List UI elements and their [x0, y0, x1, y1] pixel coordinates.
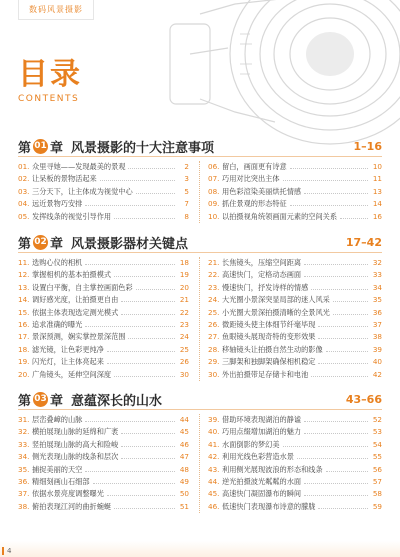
entry-page: 25: [179, 344, 189, 354]
entry-page: 5: [184, 186, 189, 196]
entry-leader-dots: [304, 258, 368, 265]
toc-entry[interactable]: [208, 356, 382, 368]
toc-entry[interactable]: [208, 426, 382, 438]
entry-number: 16.: [18, 319, 30, 329]
chapter-number-badge: 02: [33, 235, 48, 250]
entry-column-right: [200, 257, 382, 381]
footer-bar: [0, 541, 400, 557]
entry-leader-dots: [333, 295, 368, 302]
entry-leader-dots: [333, 308, 368, 315]
entry-leader-dots: [340, 212, 368, 219]
entry-title: 巧用对比突出主体: [222, 174, 280, 184]
entry-title: 远近景物巧安排: [32, 199, 83, 209]
entry-title: 闪光灯，让主体亮起来: [32, 357, 104, 367]
entry-number: 15.: [18, 307, 30, 317]
entry-number: 37.: [18, 489, 30, 499]
entry-leader-dots: [304, 187, 368, 194]
toc-entry[interactable]: [208, 294, 382, 306]
entry-number: 34.: [18, 452, 30, 462]
entry-page: 58: [372, 489, 382, 499]
entry-column-left: [18, 257, 200, 381]
entry-number: 28.: [208, 344, 220, 354]
entry-title: 让呆板的景物活起来: [32, 174, 97, 184]
page-subtitle: CONTENTS: [18, 94, 80, 104]
entry-leader-dots: [283, 440, 368, 447]
entry-page: 20: [179, 282, 189, 292]
entry-number: 11.: [18, 258, 30, 267]
toc-entry[interactable]: [208, 344, 382, 356]
entry-number: 21.: [208, 258, 220, 267]
book-title-tab: 数码风景摄影: [18, 0, 94, 20]
entry-leader-dots: [304, 477, 368, 484]
toc-entry[interactable]: [208, 307, 382, 319]
chapter-heading: [18, 392, 382, 410]
entry-title: 抓住景观的形态特征: [222, 199, 287, 209]
entry-title: 长焦镜头，压缩空间距离: [222, 258, 302, 267]
entry-page: 18: [179, 258, 189, 267]
entry-number: 19.: [18, 357, 30, 367]
toc-entry[interactable]: [18, 476, 189, 488]
chapter-heading: [18, 139, 382, 157]
entry-column-left: [18, 161, 200, 223]
entry-title: 精细刻画山石细部: [32, 476, 90, 486]
entry-leader-dots: [311, 283, 368, 290]
entry-page: 10: [372, 162, 382, 171]
entry-number: 23.: [208, 282, 220, 292]
entry-column-left: [18, 414, 200, 513]
entry-page: 13: [372, 186, 382, 196]
entry-leader-dots: [128, 162, 175, 169]
entry-title: 竖拍展现山脉的高大和险峻: [32, 439, 119, 449]
chapter-title: 风景摄影的十大注意事项: [71, 141, 215, 156]
entry-page: 23: [179, 319, 189, 329]
chapter-title: 意蕴深长的山水: [71, 394, 163, 409]
chapter-page-range: 1–16: [353, 140, 382, 153]
entry-leader-dots: [318, 332, 368, 339]
entry-number: 06.: [208, 162, 220, 171]
entry-leader-dots: [297, 452, 368, 459]
entry-title: 巧用点缀增加湖泊的魅力: [222, 427, 302, 437]
entry-page: 50: [179, 489, 189, 499]
chapter-word-suffix: 章: [50, 141, 64, 156]
entry-page: 26: [179, 357, 189, 367]
entry-title: 利用光线色彩营造水景: [222, 452, 294, 462]
entry-column-right: [200, 161, 382, 223]
entry-leader-dots: [114, 502, 175, 509]
chapter-3: [18, 392, 382, 513]
entry-title: 依据主体表现选定测光模式: [32, 307, 119, 317]
entry-number: 14.: [18, 295, 30, 305]
entry-page: 45: [179, 427, 189, 437]
entry-leader-dots: [121, 440, 175, 447]
toc-entry[interactable]: [18, 186, 189, 198]
toc-entry[interactable]: [18, 294, 189, 306]
entry-title: 三脚架和独脚架确保相机稳定: [222, 357, 316, 367]
entry-page: 8: [184, 211, 189, 221]
toc-entry[interactable]: [18, 161, 189, 173]
toc-entry[interactable]: [208, 488, 382, 500]
toc-entry[interactable]: [208, 173, 382, 185]
entry-title: 高速快门凝固瀑布的瞬间: [222, 489, 302, 499]
entry-page: 39: [372, 344, 382, 354]
entry-title: 利用侧光展现波浪的形态和线条: [222, 464, 323, 474]
entry-number: 46.: [208, 501, 220, 511]
toc-entry[interactable]: [18, 356, 189, 368]
entry-number: 29.: [208, 357, 220, 367]
entry-page: 36: [372, 307, 382, 317]
toc-entry[interactable]: [18, 282, 189, 294]
entry-leader-dots: [128, 332, 175, 339]
entry-page: 55: [372, 452, 382, 462]
entry-leader-dots: [107, 345, 175, 352]
toc-entry[interactable]: [208, 451, 382, 463]
toc-entry[interactable]: [208, 439, 382, 451]
chapter-number-badge: 03: [33, 392, 48, 407]
entry-title: 外出拍摄带足存储卡和电池: [222, 369, 309, 379]
toc-entry[interactable]: [18, 439, 189, 451]
entry-leader-dots: [85, 465, 175, 472]
toc-entry[interactable]: [208, 186, 382, 198]
entry-leader-dots: [304, 489, 368, 496]
toc-entry[interactable]: [18, 369, 189, 381]
entry-number: 45.: [208, 489, 220, 499]
entry-page: 16: [372, 211, 382, 221]
entry-page: 24: [179, 332, 189, 342]
entry-page: 52: [372, 415, 382, 424]
entry-title: 广角镜头，延伸空间深度: [32, 369, 112, 379]
entry-title: 横拍展现山脉的延绵和广袤: [32, 427, 119, 437]
entry-page: 59: [372, 501, 382, 511]
entry-leader-dots: [93, 477, 175, 484]
entry-title: 捕捉美丽的天空: [32, 464, 83, 474]
toc-entry[interactable]: [18, 269, 189, 281]
toc-entry[interactable]: [208, 161, 382, 173]
chapter-heading: [18, 235, 382, 253]
toc-entry[interactable]: [18, 198, 189, 210]
chapter-2: [18, 235, 382, 381]
entry-title: 水面倒影的梦幻美: [222, 439, 280, 449]
entry-page: 46: [179, 439, 189, 449]
entry-leader-dots: [136, 187, 175, 194]
entry-number: 22.: [208, 270, 220, 280]
chapter-word-prefix: 第: [18, 394, 32, 409]
entry-title: 依据水景亮度调整曝光: [32, 489, 104, 499]
entry-title: 追求准确的曝光: [32, 319, 83, 329]
entry-title: 滤光镜，让色彩更纯净: [32, 344, 104, 354]
entry-number: 05.: [18, 211, 30, 221]
entry-page: 44: [179, 415, 189, 424]
entry-number: 27.: [208, 332, 220, 342]
entry-page: 11: [372, 174, 382, 184]
entry-title: 调好感光度，让拍摄更自由: [32, 295, 119, 305]
entry-leader-dots: [304, 270, 368, 277]
toc-entry[interactable]: [208, 476, 382, 488]
entry-leader-dots: [107, 489, 175, 496]
chapter-1: [18, 139, 382, 223]
entry-page: 7: [184, 199, 189, 209]
entry-page: 2: [184, 162, 189, 171]
entry-leader-dots: [304, 427, 368, 434]
entry-number: 26.: [208, 319, 220, 329]
entry-number: 42.: [208, 452, 220, 462]
entry-page: 37: [372, 319, 382, 329]
entry-title: 侧光表现山脉的线条和层次: [32, 452, 119, 462]
entry-leader-dots: [318, 320, 368, 327]
entry-number: 12.: [18, 270, 30, 280]
entry-leader-dots: [114, 370, 175, 377]
toc-entry[interactable]: [208, 464, 382, 476]
chapter-number-badge: 01: [33, 139, 48, 154]
entry-leader-dots: [326, 465, 368, 472]
entry-number: 13.: [18, 282, 30, 292]
toc-entry[interactable]: [208, 331, 382, 343]
chapter-page-range: 43–66: [345, 393, 382, 406]
toc-entry[interactable]: [18, 488, 189, 500]
entry-number: 02.: [18, 174, 30, 184]
entry-leader-dots: [318, 502, 368, 509]
entry-number: 39.: [208, 415, 220, 424]
chapter-word-suffix: 章: [50, 237, 64, 252]
toc-entry[interactable]: [18, 426, 189, 438]
entry-title: 移轴镜头让拍摄自然生动的影像: [222, 344, 323, 354]
entry-page: 30: [179, 369, 189, 379]
chapter-word-prefix: 第: [18, 141, 32, 156]
entry-title: 微距镜头使主体细节纤毫毕现: [222, 319, 316, 329]
page-title: 目录: [18, 57, 82, 92]
entry-page: 49: [179, 476, 189, 486]
entry-leader-dots: [121, 295, 175, 302]
entry-page: 35: [372, 295, 382, 305]
toc-entry[interactable]: [208, 501, 382, 513]
entry-number: 35.: [18, 464, 30, 474]
entry-number: 03.: [18, 186, 30, 196]
toc-entry[interactable]: [18, 173, 189, 185]
entry-page: 22: [179, 307, 189, 317]
entry-title: 慢速快门，抒发诗样的情感: [222, 282, 309, 292]
entry-page: 54: [372, 439, 382, 449]
entry-title: 俯拍表现江河的曲折蜿蜒: [32, 501, 112, 511]
entry-number: 32.: [18, 427, 30, 437]
entry-title: 三分天下，让主体成为视觉中心: [32, 186, 133, 196]
entry-leader-dots: [121, 452, 175, 459]
toc-entry[interactable]: [208, 269, 382, 281]
entry-title: 低速快门表现瀑布诗意的朦胧: [222, 501, 316, 511]
entry-page: 47: [179, 452, 189, 462]
entry-number: 44.: [208, 476, 220, 486]
entry-page: 38: [372, 332, 382, 342]
entry-page: 40: [372, 357, 382, 367]
entry-leader-dots: [85, 415, 175, 422]
entry-title: 选购心仪的相机: [32, 258, 83, 267]
entry-page: 19: [179, 270, 189, 280]
entry-leader-dots: [290, 199, 368, 206]
entry-leader-dots: [304, 415, 368, 422]
entry-title: 发挥线条的视觉引导作用: [32, 211, 112, 221]
entry-leader-dots: [85, 199, 175, 206]
entry-title: 用色彩渲染美丽烘托情感: [222, 186, 302, 196]
entry-page: 42: [372, 369, 382, 379]
entry-page: 34: [372, 282, 382, 292]
entry-title: 层峦叠嶂的山脉: [32, 415, 83, 424]
entry-page: 3: [184, 174, 189, 184]
page-number: 4: [2, 547, 11, 555]
entry-number: 07.: [208, 174, 220, 184]
entry-number: 09.: [208, 199, 220, 209]
entry-leader-dots: [136, 283, 175, 290]
entry-leader-dots: [121, 308, 175, 315]
toc-entry[interactable]: [208, 319, 382, 331]
entry-number: 01.: [18, 162, 30, 171]
entry-title: 鱼眼镜头展现奇特的变形效果: [222, 332, 316, 342]
entry-page: 32: [372, 258, 382, 267]
entry-number: 30.: [208, 369, 220, 379]
entry-page: 33: [372, 270, 382, 280]
entry-number: 04.: [18, 199, 30, 209]
entry-number: 18.: [18, 344, 30, 354]
chapter-word-prefix: 第: [18, 237, 32, 252]
toc-entry[interactable]: [18, 331, 189, 343]
entry-number: 41.: [208, 439, 220, 449]
entry-title: 以拍摄视角统领画面元素的空间关系: [222, 211, 338, 221]
chapter-word-suffix: 章: [50, 394, 64, 409]
entry-title: 设置白平衡，自主掌控画面色彩: [32, 282, 133, 292]
entry-title: 高速快门，定格动态画面: [222, 270, 302, 280]
entry-leader-dots: [114, 270, 175, 277]
entry-number: 38.: [18, 501, 30, 511]
toc-entry[interactable]: [208, 414, 382, 426]
toc-entry[interactable]: [18, 414, 189, 426]
entry-title: 小光圈大景深拍摄清晰的全景风光: [222, 307, 330, 317]
entry-number: 25.: [208, 307, 220, 317]
entry-title: 借助环境表现湖泊的静谧: [222, 415, 302, 424]
entry-number: 43.: [208, 464, 220, 474]
entry-leader-dots: [318, 357, 368, 364]
toc-entry[interactable]: [18, 501, 189, 513]
toc-entry[interactable]: [18, 257, 189, 269]
toc-title-block: [18, 58, 82, 104]
entry-leader-dots: [107, 357, 175, 364]
entry-page: 53: [372, 427, 382, 437]
entry-leader-dots: [121, 427, 175, 434]
toc-entry[interactable]: [18, 464, 189, 476]
toc-entry[interactable]: [18, 211, 189, 223]
entry-page: 57: [372, 476, 382, 486]
entry-title: 逆光拍摄波光粼粼的水面: [222, 476, 302, 486]
entry-leader-dots: [114, 212, 175, 219]
entry-title: 众里寻她——发现最美的景观: [32, 162, 126, 171]
toc-entry[interactable]: [18, 307, 189, 319]
toc-entry[interactable]: [18, 319, 189, 331]
entry-leader-dots: [85, 258, 175, 265]
entry-title: 掌握相机的基本拍摄模式: [32, 270, 112, 280]
entry-page: 51: [179, 501, 189, 511]
entry-number: 36.: [18, 476, 30, 486]
entry-number: 10.: [208, 211, 220, 221]
toc-entry[interactable]: [208, 282, 382, 294]
entry-number: 08.: [208, 186, 220, 196]
entry-page: 56: [372, 464, 382, 474]
toc-entry[interactable]: [18, 451, 189, 463]
entry-number: 20.: [18, 369, 30, 379]
entry-leader-dots: [283, 174, 368, 181]
entry-page: 21: [179, 295, 189, 305]
entry-number: 40.: [208, 427, 220, 437]
entry-leader-dots: [100, 174, 175, 181]
entry-number: 24.: [208, 295, 220, 305]
entry-leader-dots: [290, 162, 368, 169]
toc-entry[interactable]: [208, 198, 382, 210]
entry-title: 大光圈小景深突显局部的迷人风采: [222, 295, 330, 305]
toc-entry[interactable]: [208, 257, 382, 269]
toc-entry[interactable]: [18, 344, 189, 356]
entry-page: 14: [372, 199, 382, 209]
entry-page: 48: [179, 464, 189, 474]
entry-title: 景深预测，娴实掌控景深范围: [32, 332, 126, 342]
entry-number: 33.: [18, 439, 30, 449]
entry-leader-dots: [311, 370, 368, 377]
entry-leader-dots: [85, 320, 175, 327]
toc-entry[interactable]: [208, 369, 382, 381]
chapter-title: 风景摄影器材关键点: [71, 237, 189, 252]
entry-number: 31.: [18, 415, 30, 424]
entry-leader-dots: [326, 345, 368, 352]
chapter-page-range: 17–42: [345, 236, 382, 249]
toc-entry[interactable]: [208, 211, 382, 223]
entry-column-right: [200, 414, 382, 513]
entry-title: 留白，画面更有诗意: [222, 162, 287, 171]
entry-number: 17.: [18, 332, 30, 342]
